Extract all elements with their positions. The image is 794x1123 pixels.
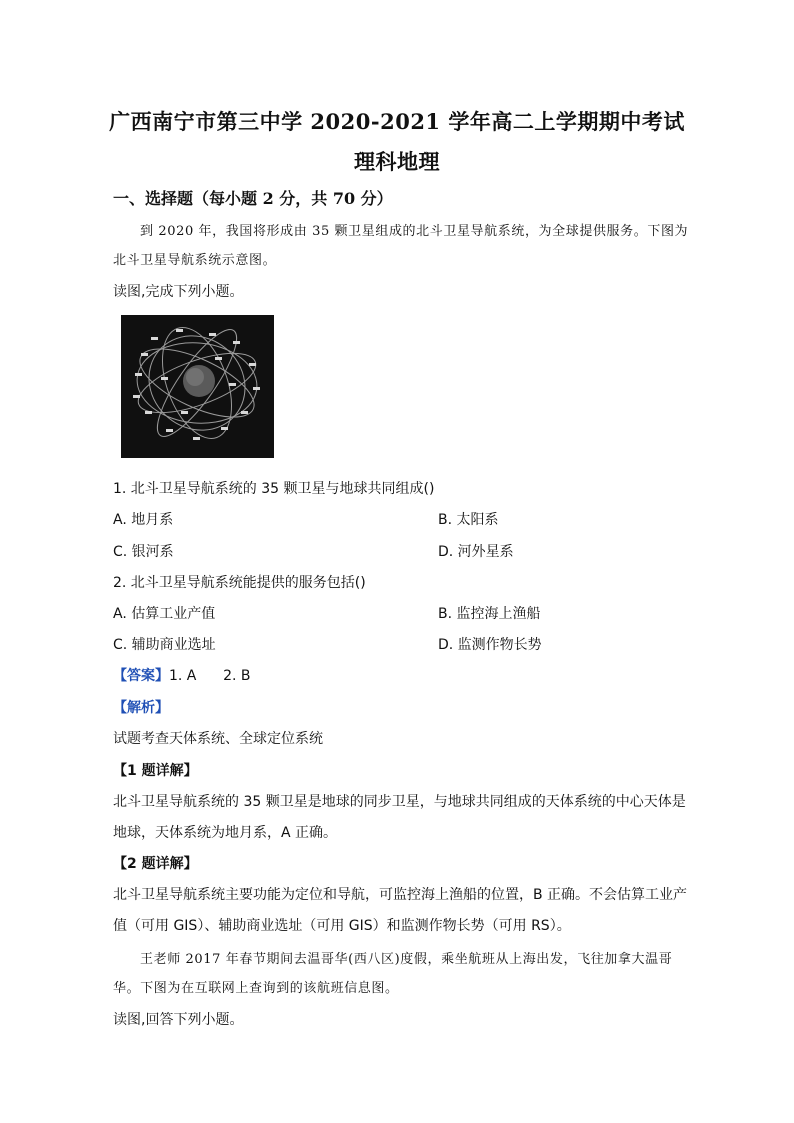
answer-row [113,665,251,685]
question-1-option-c: C. 银河系 [113,544,174,560]
question-2-option-d: D. 监测作物长势 [438,637,542,653]
answer-tag: 【答案】 [113,668,169,684]
answer-text: 1. A 2. B [169,668,251,684]
intro-paragraph-1-line-1: 到 2020 年，我国将形成由 35 颗卫星组成的北斗卫星导航系统，为全球提供服务。下图为 [140,224,689,239]
question-1-option-a: A. 地月系 [113,512,174,528]
satellite-system-figure [121,315,274,458]
intro-paragraph-1-line-2: 北斗卫星导航系统示意图。 [113,253,277,268]
question-2-option-b: B. 监控海上渔船 [438,606,541,622]
question-2-option-a: A. 估算工业产值 [113,606,216,622]
detail-2-line-1: 北斗卫星导航系统主要功能为定位和导航，可监控海上渔船的位置，B 正确。不会估算工业产 [113,887,688,903]
question-1-option-d: D. 河外星系 [438,544,514,560]
question-1-stem: 1. 北斗卫星导航系统的 35 颗卫星与地球共同组成() [113,481,435,497]
question-1-option-b: B. 太阳系 [438,512,499,528]
detail-1-tag: 【1 题详解】 [113,763,198,779]
analysis-text: 试题考查天体系统、全球定位系统 [113,731,323,747]
intro-paragraph-2-line-1: 王老师 2017 年春节期间去温哥华(西八区)度假，乘坐航班从上海出发，飞往加拿大温哥 [140,952,673,967]
intro-paragraph-2-line-2: 华。下图为在互联网上查询到的该航班信息图。 [113,981,399,996]
document-subtitle: 理科地理 [354,149,440,174]
question-2-option-c: C. 辅助商业选址 [113,637,216,653]
question-2-stem: 2. 北斗卫星导航系统能提供的服务包括() [113,575,366,591]
read-prompt-2: 读图,回答下列小题。 [113,1012,244,1028]
detail-1-line-1: 北斗卫星导航系统的 35 颗卫星是地球的同步卫星，与地球共同组成的天体系统的中心天体是 [113,794,686,810]
detail-1-line-2: 地球，天体系统为地月系，A 正确。 [113,825,338,841]
read-prompt-1: 读图,完成下列小题。 [113,284,244,300]
detail-2-tag: 【2 题详解】 [113,856,198,872]
document-title: 广西南宁市第三中学 2020-2021 学年高二上学期期中考试 [109,109,685,134]
section-heading: 一、选择题（每小题 2 分，共 70 分） [113,189,393,208]
detail-2-line-2: 值（可用 GIS）、辅助商业选址（可用 GIS）和监测作物长势（可用 RS）。 [113,918,571,934]
analysis-tag: 【解析】 [113,700,169,716]
beidou-satellite-illustration [121,315,274,458]
